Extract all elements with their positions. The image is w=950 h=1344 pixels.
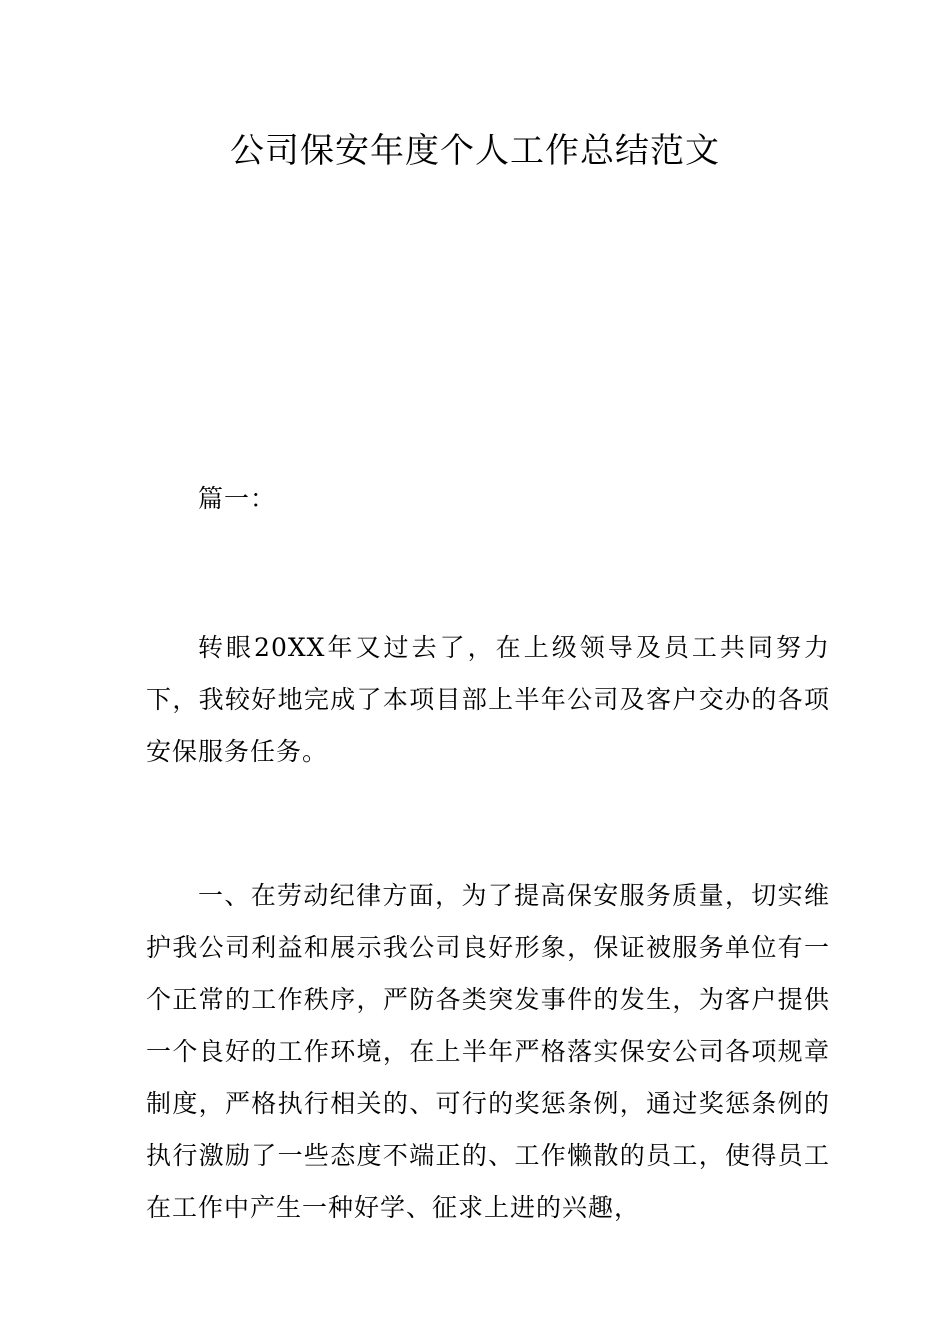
paragraph-labor-discipline: 一、在劳动纪律方面，为了提高保安服务质量，切实维护我公司利益和展示我公司良好形象，保证被服务单位有一个正常的工作秩序，严防各类突发事件的发生，为客户提供一个良好的工作环境，在上半年严格落实保安公司各项规章制度，严格执行相关的、可行的奖惩条例，通过奖惩条例的执行激励了一些态度不端正的、工作懒散的员工，使得员工在工作中产生一种好学、征求上进的兴趣， — [146, 881, 830, 1222]
document-title: 公司保安年度个人工作总结范文 — [230, 131, 720, 171]
section-heading: 篇一： — [198, 484, 277, 513]
paragraph-intro: 转眼20XX年又过去了，在上级领导及员工共同努力下，我较好地完成了本项目部上半年公司及客户交办的各项安保服务任务。 — [146, 633, 830, 766]
